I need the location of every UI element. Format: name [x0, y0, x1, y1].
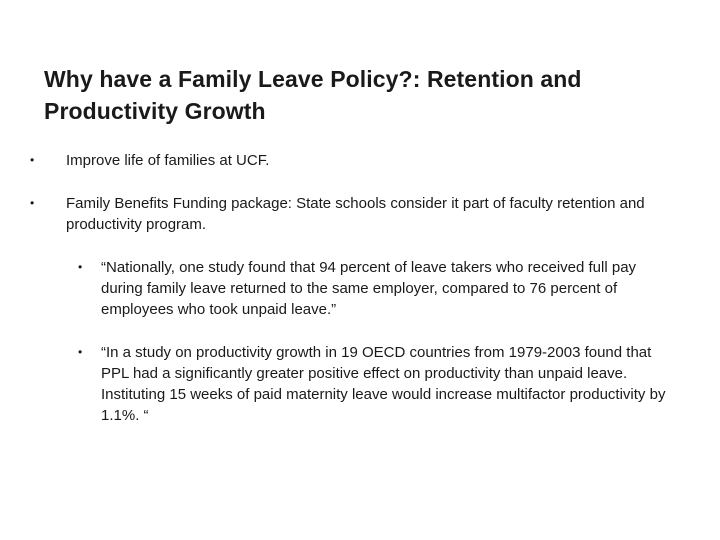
bullet-dot-icon: • — [78, 260, 83, 274]
sub-bullet-item — [30, 257, 681, 320]
bullet-dot-icon: • — [30, 153, 35, 167]
sub-bullet-text: “Nationally, one study found that 94 percent of leave takers who received full pay during family leave returned to the same employer, compared to 76 percent of employees who took unpaid leave.” — [101, 259, 637, 318]
bullet-item — [30, 150, 690, 171]
bullet-item — [30, 193, 690, 235]
bullet-dot-icon: • — [30, 196, 35, 210]
bullet-text: Improve life of families at UCF. — [66, 152, 270, 169]
bullet-text: Family Benefits Funding package: State schools consider it part of faculty retention and productivity program. — [66, 195, 645, 233]
sub-bullet-item — [30, 342, 681, 426]
slide-title: Why have a Family Leave Policy?: Retention and Productivity Growth — [44, 66, 582, 124]
bullet-dot-icon: • — [78, 345, 83, 359]
bullet-list — [30, 150, 690, 426]
sub-bullet-text: “In a study on productivity growth in 19 OECD countries from 1979-2003 found that PPL had a significantly greater positive effect on productivity than unpaid leave. Instituting 15 weeks of paid maternity leave would increase multifactor productivity by 1.1%. “ — [101, 344, 666, 424]
